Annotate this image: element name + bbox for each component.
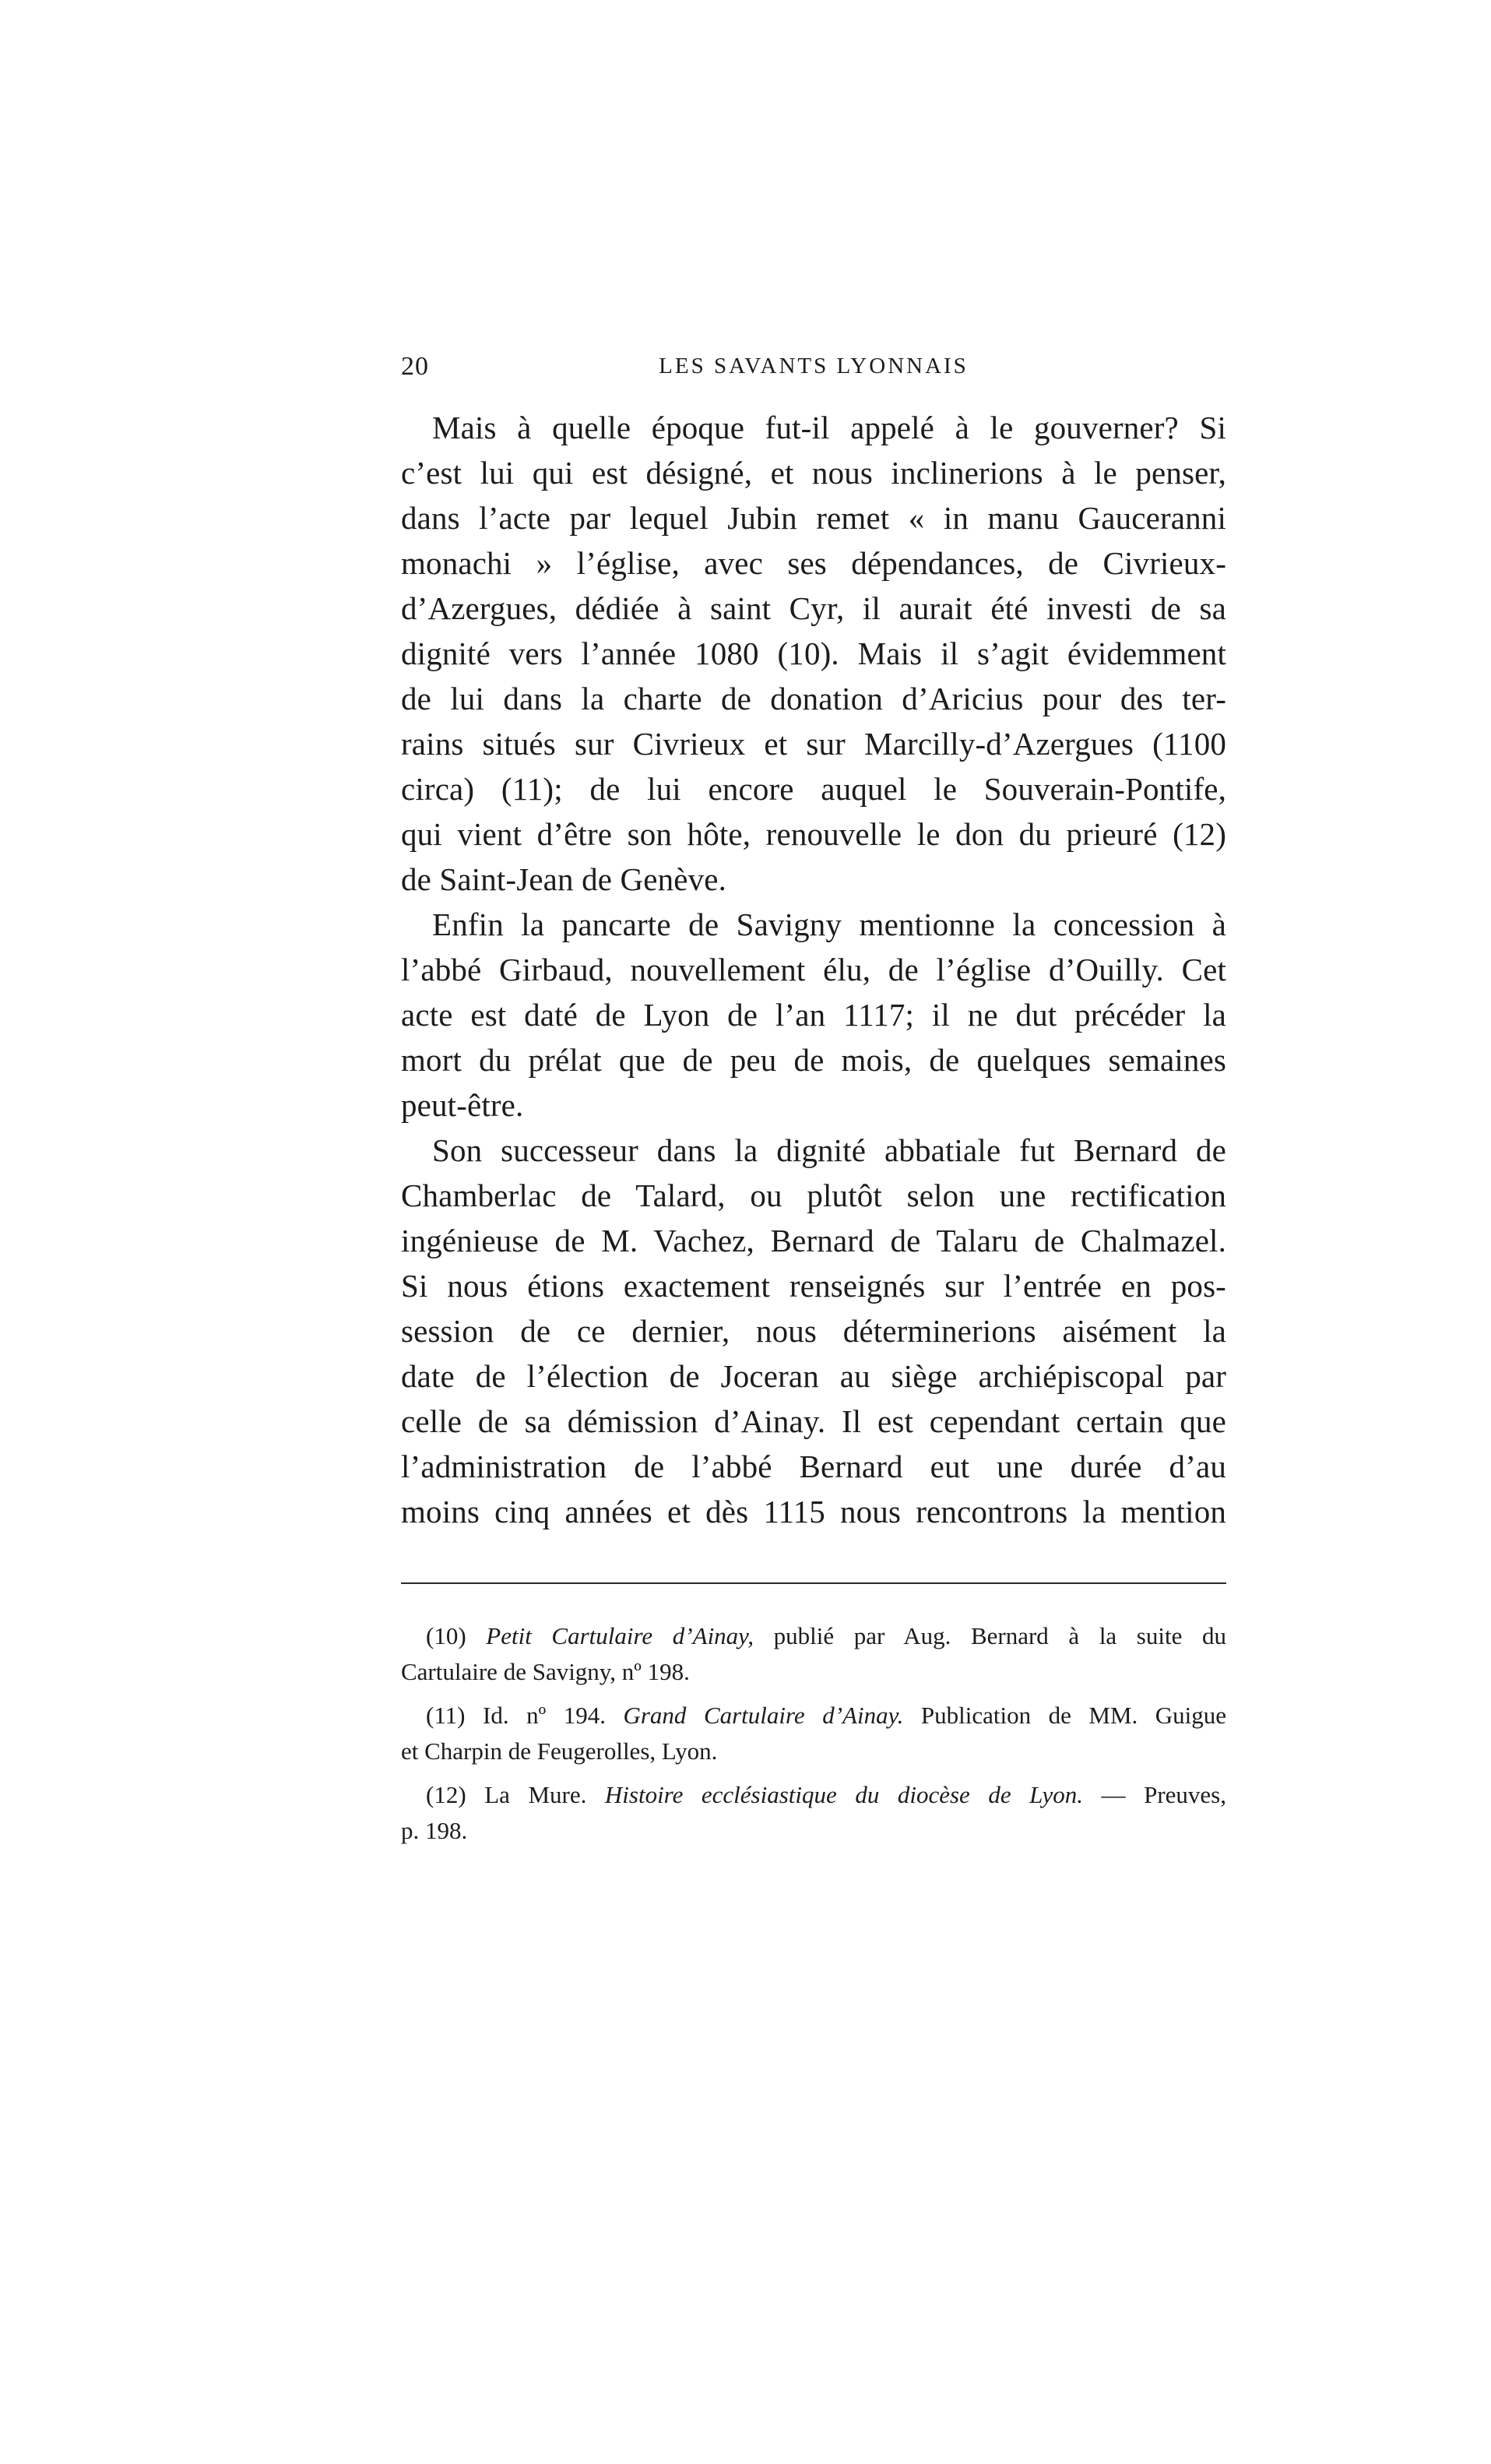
text-line: l’administration de l’abbé Bernard eut une durée d’au <box>401 1448 1226 1484</box>
text-line: Son successeur dans la dignité abbatiale fut Bernard de <box>432 1132 1226 1168</box>
footnote-text: publié par Aug. Bernard à la suite du <box>773 1622 1226 1649</box>
footnote-title: Histoire ecclésiastique du diocèse de Lyon. <box>604 1781 1083 1808</box>
text-line: Enfin la pancarte de Savigny mentionne la concession à <box>432 906 1226 942</box>
text-line: rains situés sur Civrieux et sur Marcilly-d’Azergues (1100 <box>401 726 1226 762</box>
footnote-divider <box>401 1582 1226 1584</box>
text-line: Mais à quelle époque fut-il appelé à le gouverner? Si <box>432 410 1226 445</box>
text-line: dignité vers l’année 1080 (10). Mais il s’agit évidemment <box>401 635 1226 671</box>
footnote-line: p. 198. <box>401 1817 468 1844</box>
text-line: moins cinq années et dès 1115 nous rencontrons la mention <box>401 1494 1226 1529</box>
footnote-line <box>401 1777 1226 1813</box>
text-line: acte est daté de Lyon de l’an 1117; il ne dut précéder la <box>401 997 1226 1033</box>
text-line: session de ce dernier, nous déterminerions aisément la <box>401 1313 1226 1349</box>
text-line: de Saint-Jean de Genève. <box>401 861 726 897</box>
text-line: de lui dans la charte de donation d’Aricius pour des ter- <box>401 681 1226 716</box>
text-line: circa) (11); de lui encore auquel le Souverain-Pontife, <box>401 771 1226 807</box>
text-line: Chamberlac de Talard, ou plutôt selon une rectification <box>401 1177 1226 1213</box>
footnote-text: Id. nº 194. <box>483 1702 606 1729</box>
text-line: celle de sa démission d’Ainay. Il est cependant certain que <box>401 1403 1226 1439</box>
text-line: mort du prélat que de peu de mois, de quelques semaines <box>401 1042 1226 1078</box>
footnote-text: Publication de MM. Guigue <box>920 1702 1227 1729</box>
page-number: 20 <box>401 352 429 381</box>
text-line: l’abbé Girbaud, nouvellement élu, de l’église d’Ouilly. Cet <box>401 952 1226 987</box>
footnote-number: (12) <box>426 1781 466 1808</box>
text-line: qui vient d’être son hôte, renouvelle le don du prieuré (12) <box>401 816 1226 852</box>
footnote-text: — Preuves, <box>1101 1781 1226 1808</box>
paragraph-3 <box>401 1128 1226 1534</box>
paragraph-2 <box>401 902 1226 1128</box>
footnote-11 <box>401 1698 1226 1769</box>
text-line: monachi » l’église, avec ses dépendances, de Civrieux- <box>401 545 1226 581</box>
footnote-line <box>401 1618 1226 1654</box>
footnote-10 <box>401 1618 1226 1690</box>
footnote-line <box>401 1698 1226 1734</box>
footnote-line: et Charpin de Feugerolles, Lyon. <box>401 1737 718 1765</box>
running-head <box>401 352 1226 391</box>
text-line: peut-être. <box>401 1087 524 1123</box>
footnote-title: Petit Cartulaire d’Ainay, <box>486 1622 754 1649</box>
footnotes <box>401 1618 1226 1849</box>
footnote-number: (10) <box>426 1622 466 1649</box>
footnote-title: Grand Cartulaire d’Ainay. <box>623 1702 904 1729</box>
text-line: ingénieuse de M. Vachez, Bernard de Talaru de Chalmazel. <box>401 1223 1226 1258</box>
footnote-text: La Mure. <box>484 1781 587 1808</box>
running-title: LES SAVANTS LYONNAIS <box>659 354 969 378</box>
footnote-line: Cartulaire de Savigny, nº 198. <box>401 1658 690 1685</box>
text-line: dans l’acte par lequel Jubin remet « in manu Gauceranni <box>401 500 1226 536</box>
text-line: date de l’élection de Joceran au siège archiépiscopal par <box>401 1358 1226 1394</box>
text-line: c’est lui qui est désigné, et nous inclinerions à le penser, <box>401 455 1226 491</box>
footnote-12 <box>401 1777 1226 1849</box>
paragraph-1 <box>401 405 1226 902</box>
text-line: Si nous étions exactement renseignés sur l’entrée en pos- <box>401 1268 1226 1304</box>
body-text <box>401 405 1226 1534</box>
footnote-number: (11) <box>426 1702 466 1729</box>
text-line: d’Azergues, dédiée à saint Cyr, il aurait été investi de sa <box>401 590 1226 626</box>
